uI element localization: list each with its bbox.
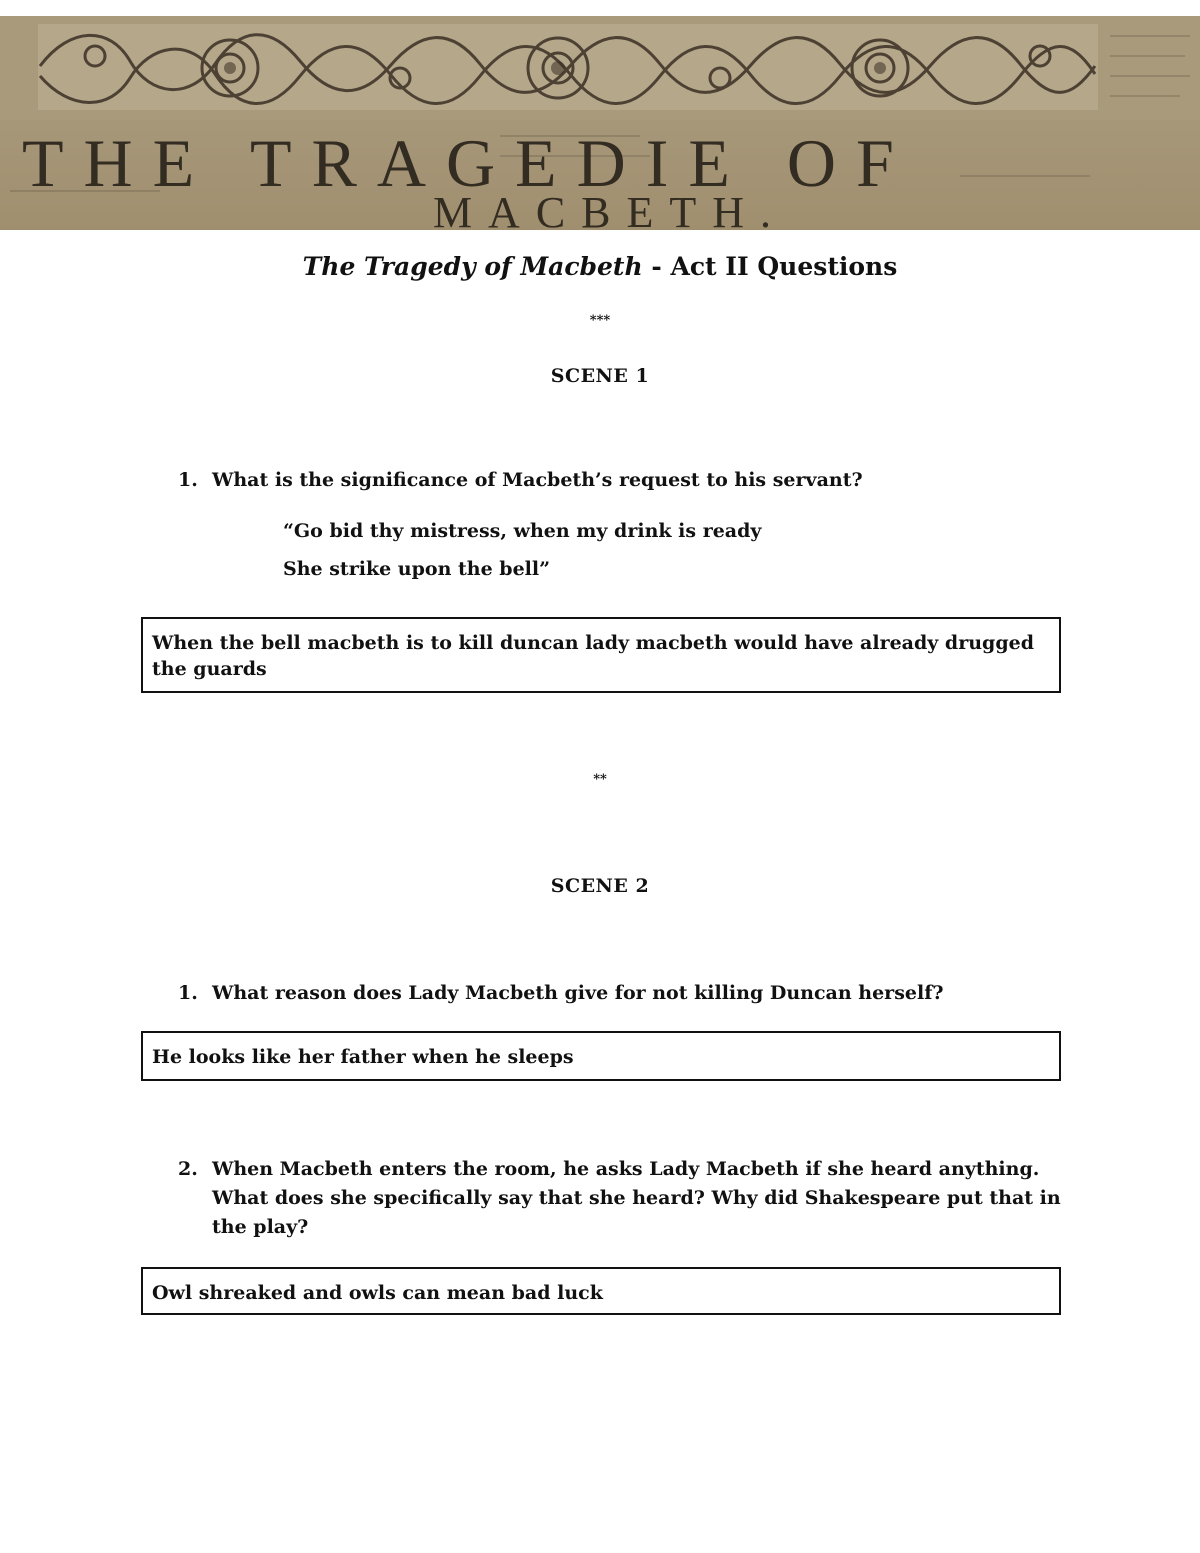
answer-box[interactable]: He looks like her father when he sleeps bbox=[141, 1031, 1061, 1081]
answer-box[interactable]: Owl shreaked and owls can mean bad luck bbox=[141, 1267, 1061, 1315]
scene2-heading: SCENE 2 bbox=[550, 875, 650, 897]
answer-box[interactable]: When the bell macbeth is to kill duncan lady macbeth would have already drugged the guards bbox=[141, 617, 1061, 693]
question-text: When Macbeth enters the room, he asks Lady Macbeth if she heard anything. What does she specifically say that she heard? Why did Shakespeare put that in the play? bbox=[212, 1158, 1061, 1238]
page-title bbox=[0, 252, 1200, 281]
quote-line-1: “Go bid thy mistress, when my drink is ready bbox=[283, 520, 762, 542]
header-banner bbox=[0, 16, 1200, 230]
page-title-italic: The Tragedy of Macbeth bbox=[302, 252, 643, 281]
question-text: What reason does Lady Macbeth give for not killing Duncan herself? bbox=[212, 982, 944, 1004]
banner-title-line2: MACBETH. bbox=[432, 188, 788, 230]
quote-line-2: She strike upon the bell” bbox=[283, 558, 551, 580]
scene1-question-1 bbox=[178, 466, 1068, 495]
question-number: 2. bbox=[178, 1158, 198, 1180]
banner-title-line1: THE TRAGEDIE OF bbox=[22, 125, 914, 201]
separator-stars-1: *** bbox=[589, 313, 611, 328]
scene2-question-2 bbox=[178, 1155, 1068, 1242]
question-number: 1. bbox=[178, 982, 198, 1004]
scene1-heading: SCENE 1 bbox=[550, 365, 650, 387]
separator-stars-2: ** bbox=[593, 772, 607, 787]
question-number: 1. bbox=[178, 469, 198, 491]
question-text: What is the significance of Macbeth’s request to his servant? bbox=[212, 469, 863, 491]
page-title-rest: - Act II Questions bbox=[642, 252, 898, 281]
scene2-question-1 bbox=[178, 979, 1068, 1008]
